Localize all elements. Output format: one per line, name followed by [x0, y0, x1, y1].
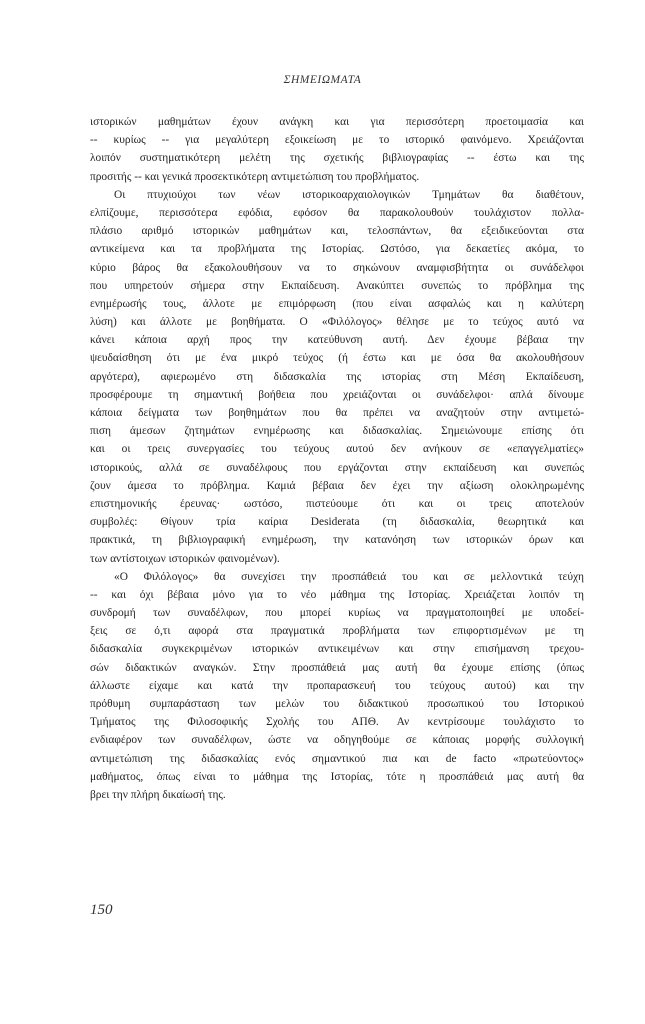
text-line: που υπηρετούν σήμερα στην Εκπαίδευση. Ανακύπτει συνεπώς το πρόβλημα της: [90, 279, 584, 292]
text-line: άλλωστε είχαμε και κατά την προπαρασκευή του τεύχους αυτού) και την: [90, 679, 584, 692]
text-line: λοιπόν συστηματικότερη μελέτη της σχετικής βιβλιογραφίας -- έστω και της: [90, 152, 584, 165]
text-line: κύριο βάρος θα εξακολουθήσουν να το σηκώνουν αναμφισβήτητα οι συνάδελφοι: [90, 261, 584, 274]
text-line: -- κυρίως -- για μεγαλύτερη εξοικείωση με το ιστορικό φαινόμενο. Χρειάζονται: [90, 134, 584, 147]
text-line: συμβολές: Θίγουν τρία καίρια Desiderata (τη διδασκαλία, θεωρητικά και: [90, 516, 584, 529]
text-line: «Ο Φιλόλογος» θα συνεχίσει την προσπάθειά του και σε μελλοντικά τεύχη: [114, 570, 584, 583]
text-line: μαθήματος, όπως είναι το μάθημα της Ιστορίας, τότε η προσπάθειά μας αυτή θα: [90, 770, 584, 783]
text-line: αντικείμενα και τα προβλήματα της Ιστορίας. Ωστόσο, για δεκαετίες ακόμα, το: [90, 243, 584, 256]
text-line: ενδιαφέρον των συναδέλφων, ώστε να οδηγηθούμε σε κάποιας μορφής συλλογική: [90, 734, 584, 747]
text-line: αντιμετώπιση της διδασκαλίας ενός σημαντικού πια και de facto «πρωτεύοντος»: [90, 752, 584, 765]
text-line: πρόθυμη συμπαράσταση των μελών του διδακτικού προσωπικού του Ιστορικού: [90, 698, 584, 710]
text-line: προσιτής -- και γενικά προσεκτικότερη αντιμετώπιση του προβλήματος.: [90, 170, 420, 183]
text-line: διδασκαλία συγκεκριμένων ιστορικών αντικειμένων και στην επισήμανση τρεχου-: [90, 643, 584, 656]
text-line: ενημέρωσής τους, άλλοτε με επιμόρφωση (που είναι ασφαλώς και η καλύτερη: [90, 297, 584, 310]
text-line: πιση άμεσων ζητημάτων ενημέρωσης και διδασκαλίας. Σημειώνουμε επίσης ότι: [90, 425, 584, 438]
text-line: κάνει κάποια αρχή προς την κατεύθυνση αυτή. Δεν έχουμε βέβαια την: [90, 334, 584, 347]
text-line: Τμήματος της Φιλοσοφικής Σχολής του ΑΠΘ. Αν κεντρίσουμε τουλάχιστο το: [90, 716, 584, 729]
text-line: Οι πτυχιούχοι των νέων ιστορικοαρχαιολογικών Τμημάτων θα διαθέτουν,: [114, 188, 584, 201]
text-line: λύση) και άλλοτε με βοηθήματα. Ο «Φιλόλογος» θέλησε με το τεύχος αυτό να: [90, 316, 584, 329]
text-line: ξεις σε ό,τι αφορά στα πραγματικά προβλήματα των επιφορτισμένων με τη: [90, 625, 584, 638]
text-line: ψευδαίσθηση ότι με ένα μικρό τεύχος (ή έστω και με όσα θα ακολουθήσουν: [90, 352, 584, 365]
text-line: ζουν άμεσα το πρόβλημα. Καμιά βέβαια δεν έχει την αξίωση ολοκληρωμένης: [90, 479, 584, 492]
text-line: κάποια δείγματα των βοηθημάτων που θα πρέπει να αναζητούν στην αντιμετώ-: [90, 407, 584, 419]
running-head: ΣΗΜΕΙΩΜΑΤΑ: [283, 74, 362, 86]
text-line: πλάσιο αριθμό ιστορικών μαθημάτων και, τελοσπάντων, θα εξειδικεύονται στα: [90, 225, 584, 238]
text-line: και οι τρεις συνεργασίες του τεύχους αυτού δεν ανήκουν σε «επαγγελματίες»: [90, 443, 584, 456]
text-line: σών διδακτικών αναγκών. Στην προσπάθειά μας αυτή θα έχουμε επίσης (όπως: [90, 661, 584, 674]
text-line: των αντίστοιχων ιστορικών φαινομένων).: [90, 552, 280, 565]
text-line: ιστορικούς, αλλά σε συναδέλφους που εργάζονται στην εκπαίδευση και συνεπώς: [90, 461, 584, 474]
text-line: βρει την πλήρη δικαίωσή της.: [90, 788, 226, 801]
text-line: ιστορικών μαθημάτων έχουν ανάγκη και για περισσότερη προετοιμασία και: [90, 116, 584, 128]
text-line: αργότερα), αφιερωμένο στη διδασκαλία της ιστορίας στη Μέση Εκπαίδευση,: [90, 370, 584, 383]
page-number: 150: [90, 902, 113, 918]
text-line: -- και όχι βέβαια μόνο για το νέο μάθημα της Ιστορίας. Χρειάζεται λοιπόν τη: [90, 588, 584, 601]
text-line: πρακτικά, τη βιβλιογραφική ενημέρωση, την κατανόηση των ιστορικών όρων και: [90, 534, 584, 547]
text-line: συνδρομή των συναδέλφων, που μπορεί κυρίως να πραγματοποιηθεί με υποδεί-: [90, 607, 584, 620]
text-line: ελπίζουμε, περισσότερα εφόδια, εφόσον θα παρακολουθούν τουλάχιστον πολλα-: [90, 206, 584, 219]
text-line: επιστημονικής έρευνας· ωστόσο, πιστεύουμε ότι και οι τρεις αποτελούν: [90, 497, 584, 510]
text-line: προσφέρουμε τη σημαντική βοήθεια που χρειάζονται οι συνάδελφοι· απλά δίνουμε: [90, 388, 584, 401]
body-text: [90, 113, 584, 804]
